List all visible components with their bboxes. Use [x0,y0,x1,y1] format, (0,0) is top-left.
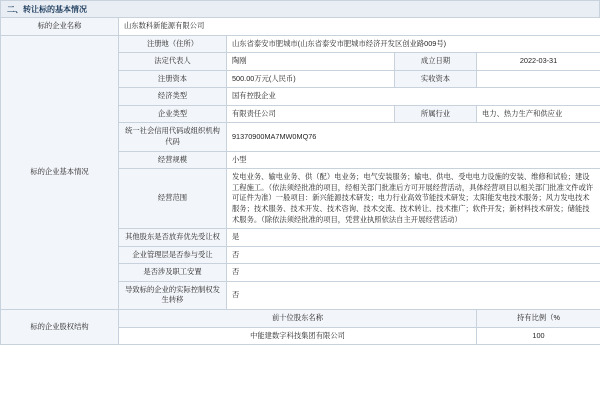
other-priority-value: 是 [227,229,600,247]
basic-info-label: 标的企业基本情况 [1,35,119,309]
credit-code-value: 91370900MA7MW0MQ76 [227,123,600,151]
equity-col-shareholder: 前十位股东名称 [119,309,477,327]
industry-label: 所属行业 [395,105,477,123]
shareholder-ratio: 100 [477,327,600,345]
reg-address-value: 山东省泰安市肥城市(山东省泰安市肥城市经济开发区创业路009号) [227,35,600,53]
scope-value: 发电业务、输电业务、供（配）电业务；电气安装服务；输电、供电、受电电力设施的安装、维修和试验；建设工程施工。（依法须经批准的项目，经相关部门批准后方可开展经营活动，具体经营项目以相关部门批准文件或许可证件为准）一般项目：新兴能源技术研发；电力行业高效节能技术研发；太阳能发电技术服务；风力发电技术服务；技术服务、技术开发、技术咨询、技术交流、技术转让、技术推广；软件开发；新材料技术研发；储能技术服务。（除依法须经批准的项目，凭营业执照依法自主开展经营活动） [227,169,600,229]
transfer-target-table [0,17,600,345]
paid-capital-value [477,70,600,88]
paid-capital-label: 实收资本 [395,70,477,88]
reg-capital-label: 注册资本 [119,70,227,88]
shareholder-name: 中能建数字科技集团有限公司 [119,327,477,345]
legal-rep-value: 陶刚 [227,53,395,71]
enterprise-type-label: 企业类型 [119,105,227,123]
reg-address-label: 注册地（住所） [119,35,227,53]
establish-date-label: 成立日期 [395,53,477,71]
legal-rep-label: 法定代表人 [119,53,227,71]
econ-type-value: 国有控股企业 [227,88,600,106]
company-name-value: 山东数科新能源有限公司 [119,18,600,36]
table-row-reg-address [1,35,600,53]
management-value: 否 [227,246,600,264]
other-priority-label: 其他股东是否放弃优先受让权 [119,229,227,247]
scope-label: 经营范围 [119,169,227,229]
employee-label: 是否涉及职工安置 [119,264,227,282]
scale-value: 小型 [227,151,600,169]
control-change-label: 导致标的企业的实际控制权发生转移 [119,281,227,309]
section-title: 二、转让标的基本情况 [0,0,600,17]
establish-date-value: 2022-03-31 [477,53,600,71]
enterprise-type-value: 有限责任公司 [227,105,395,123]
table-row-company-name [1,18,600,36]
industry-value: 电力、热力生产和供应业 [477,105,600,123]
reg-capital-value: 500.00万元(人民币) [227,70,395,88]
employee-value: 否 [227,264,600,282]
scale-label: 经营规模 [119,151,227,169]
control-change-value: 否 [227,281,600,309]
management-label: 企业管理层是否参与受让 [119,246,227,264]
table-row-equity-header [1,309,600,327]
company-name-label: 标的企业名称 [1,18,119,36]
equity-structure-label: 标的企业股权结构 [1,309,119,344]
econ-type-label: 经济类型 [119,88,227,106]
credit-code-label: 统一社会信用代码或组织机构代码 [119,123,227,151]
equity-col-ratio: 持有比例（% [477,309,600,327]
